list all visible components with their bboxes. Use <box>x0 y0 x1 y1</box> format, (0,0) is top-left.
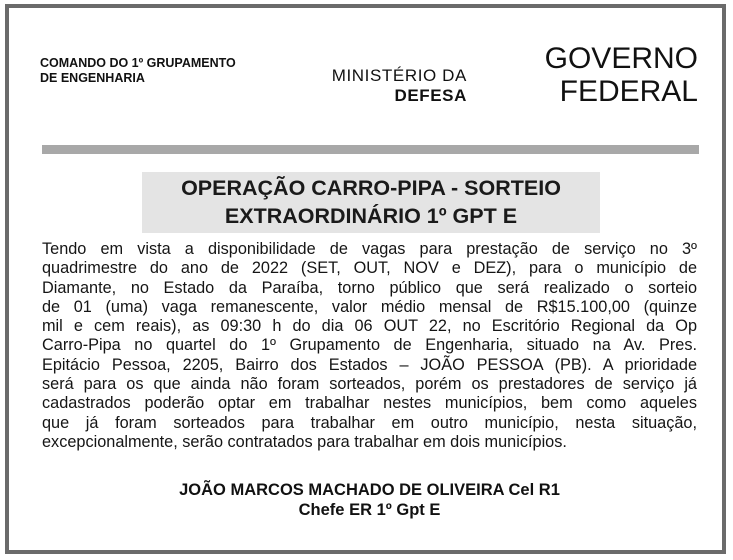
ministry-line-1: MINISTÉRIO DA <box>331 66 467 85</box>
command-line-1: COMANDO DO 1º GRUPAMENTO <box>40 56 236 70</box>
body-line: será para os que ainda não foram sorteados, porém os prestadores de serviço já <box>42 375 697 394</box>
body-line: Epitácio Pessoa, 2205, Bairro dos Estados – JOÃO PESSOA (PB). A prioridade <box>42 355 697 374</box>
signature-name: JOÃO MARCOS MACHADO DE OLIVEIRA Cel R1 <box>179 481 560 499</box>
body-line: que já foram sorteados para trabalhar em outro município, nesta situação, <box>42 413 697 432</box>
title-line-2: EXTRAORDINÁRIO 1º GPT E <box>224 204 518 228</box>
body-line: excepcionalmente, serão contratados para trabalhar em dois municípios. <box>42 432 567 451</box>
command-line-2: DE ENGENHARIA <box>40 71 145 85</box>
body-line: de 01 (uma) vaga remanescente, valor médio mensal de R$15.100,00 (quinze <box>42 297 697 316</box>
body-line: Tendo em vista a disponibilidade de vagas para prestação de serviço no 3º <box>42 240 697 258</box>
body-line: cadastrados poderão optar em trabalhar nestes municípios, bem como aqueles <box>42 394 697 413</box>
body-line: Carro-Pipa no quartel do 1º Grupamento de Engenharia, situado na Av. Pres. <box>42 336 697 355</box>
command-name <box>40 56 280 86</box>
government-logo <box>520 42 698 108</box>
ministry-logo <box>312 66 467 106</box>
body-line: mil e cem reais), as 09:30 h do dia 06 OUT 22, no Escritório Regional da Op <box>42 317 697 336</box>
signature-role: Chefe ER 1º Gpt E <box>298 501 441 519</box>
body-line: Diamante, no Estado da Paraíba, torno público que será realizado o sorteio <box>42 278 697 297</box>
ministry-line-2: DEFESA <box>394 86 467 105</box>
notice-body <box>42 240 697 452</box>
notice-title <box>142 172 600 233</box>
title-line-1: OPERAÇÃO CARRO-PIPA - SORTEIO <box>181 176 561 200</box>
body-line: quadrimestre do ano de 2022 (SET, OUT, NOV e DEZ), para o município de <box>42 259 697 278</box>
signature-block <box>42 480 697 520</box>
header-divider <box>42 145 699 154</box>
government-line-1: GOVERNO <box>544 42 698 75</box>
government-line-2: FEDERAL <box>559 75 698 108</box>
